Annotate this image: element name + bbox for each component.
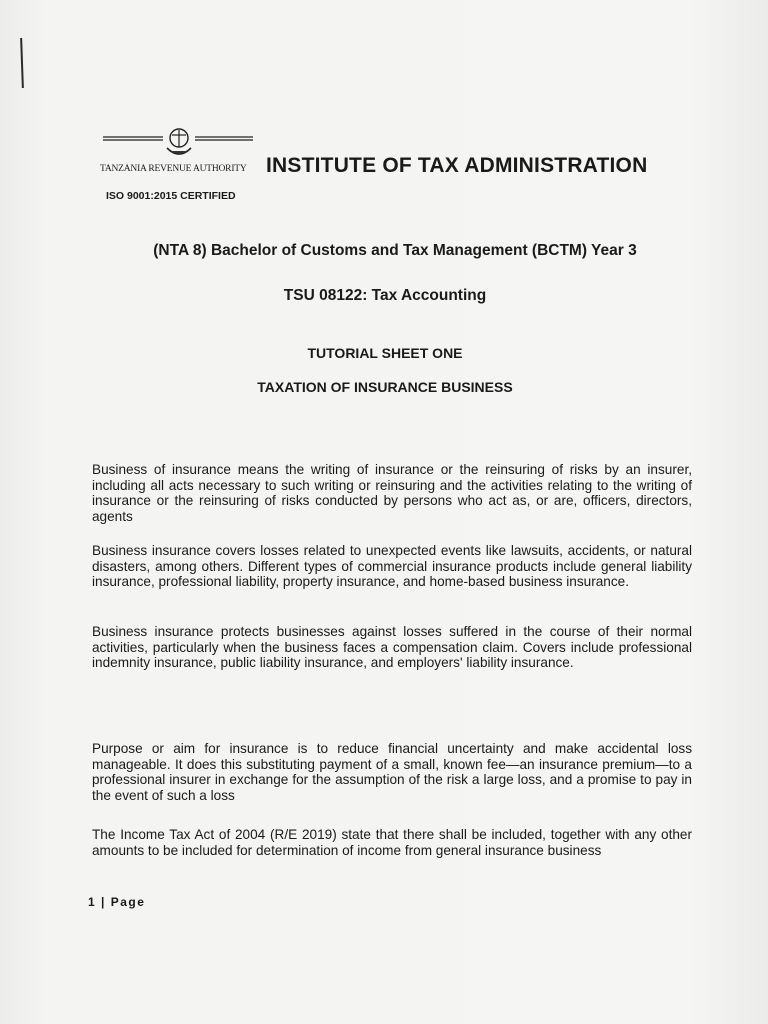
programme-title: (NTA 8) Bachelor of Customs and Tax Management (BCTM) Year 3 [153, 242, 637, 259]
paragraph-insurance-purpose: Purpose or aim for insurance is to reduce financial uncertainty and make accidental loss manageable. It does this substituting payment of a small, known fee—an insurance premium—to a professional insurer in exchange for the assumption of the risk a large loss, and a promise to pay in the event of such a loss [92, 741, 692, 803]
course-code-title: TSU 08122: Tax Accounting [283, 287, 487, 304]
paragraph-business-insurance-protection: Business insurance protects businesses against losses suffered in the course of their normal activities, particularly when the business faces a compensation claim. Covers include professional indemnity insurance, public liability insurance, and employers' liability insurance. [92, 624, 692, 671]
topic-heading: TAXATION OF INSURANCE BUSINESS [257, 379, 513, 395]
scan-mark [20, 38, 24, 88]
page-number: 1 | Page [88, 895, 146, 909]
institute-title: INSTITUTE OF TAX ADMINISTRATION [266, 154, 648, 177]
authority-name: TANZANIA REVENUE AUTHORITY [100, 164, 247, 174]
tra-emblem-logo [103, 126, 253, 160]
paragraph-insurance-definition: Business of insurance means the writing of insurance or the reinsuring of risks by an insurer, including all acts necessary to such writing or reinsuring and the activities relating to the writing of insurance or the reinsuring of risks conducted by persons who act as, or are, officers, directors, agents [92, 462, 692, 524]
iso-certification: ISO 9001:2015 CERTIFIED [106, 190, 236, 202]
paragraph-business-insurance-coverage: Business insurance covers losses related to unexpected events like lawsuits, accidents, or natural disasters, among others. Different types of commercial insurance products include general liability insurance, professional liability, property insurance, and home-based business insurance. [92, 543, 692, 590]
paragraph-income-tax-act: The Income Tax Act of 2004 (R/E 2019) state that there shall be included, together with any other amounts to be included for determination of income from general insurance business [92, 827, 692, 858]
tutorial-sheet-heading: TUTORIAL SHEET ONE [307, 345, 463, 361]
